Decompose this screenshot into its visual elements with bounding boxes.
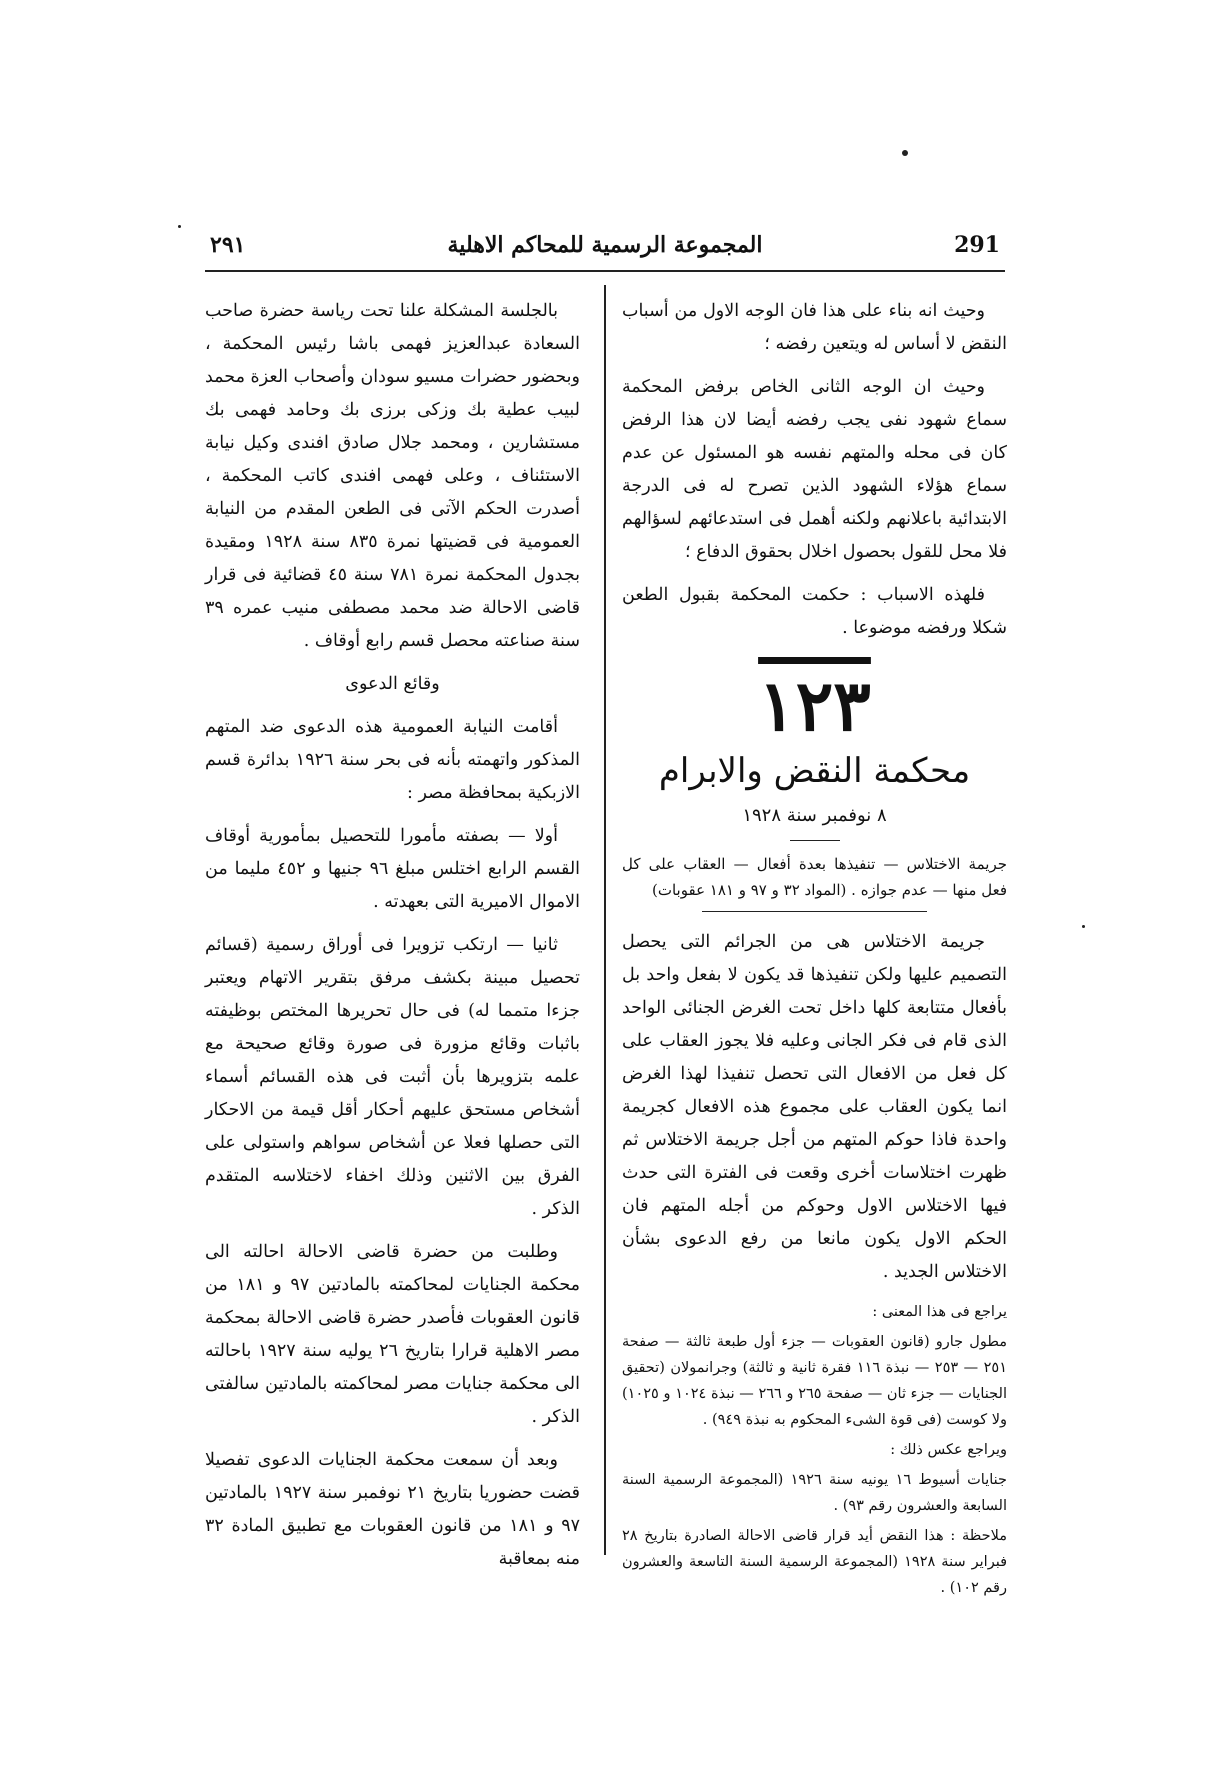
case-date: ٨ نوفمبر سنة ١٩٢٨ xyxy=(742,805,887,826)
court-name: محكمة النقض والابرام xyxy=(658,751,971,791)
left-column xyxy=(205,295,580,1586)
footnote: يراجع فى هذا المعنى : xyxy=(872,1304,1007,1320)
paragraph: وبعد أن سمعت محكمة الجنايات الدعوى تفصيلا قضت حضوريا بتاريخ ٢١ نوفمبر سنة ١٩٢٧ بالمادتين ٩٧ و ١٨١ من قانون العقوبات مع تطبيق المادة ٣٢ منه بمعاقبة xyxy=(205,1450,581,1569)
footnote: ملاحظة : هذا النقض أيد قرار قاضى الاحالة الصادرة بتاريخ ٢٨ فبراير سنة ١٩٢٨ (المجموعة الرسمية السنة التاسعة والعشرون رقم ١٠٢) . xyxy=(622,1528,1008,1596)
footnote: مطول جارو (قانون العقوبات — جزء أول طبعة ثالثة — صفحة ٢٥١ — ٢٥٣ — نبذة ١١٦ فقرة ثانية و ثالثة) وجرانمولان (تحقيق الجنايات — جزء ثان — صفحة ٢٦٥ و ٢٦٦ — نبذة ١٠٢٤ و ١٠٢٥) ولا كوست (فى قوة الشىء المحكوم به نبذة ٩٤٩) . xyxy=(622,1334,1008,1428)
paragraph: بالجلسة المشكلة علنا تحت رياسة حضرة صاحب السعادة عبدالعزيز فهمى باشا رئيس المحكمة ، وبحضور حضرات مسيو سودان وأصحاب العزة محمد لبيب عطية بك وزكى برزى بك وحامد فهمى بك مستشارين ، ومحمد جلال صادق افندى وكيل نيابة الاستئناف ، وعلى فهمى افندى كاتب المحكمة ، أصدرت الحكم الآتى فى الطعن المقدم من النيابة العمومية فى قضيتها نمرة ٨٣٥ سنة ١٩٢٨ ومقيدة بجدول المحكمة نمرة ٧٨١ سنة ٤٥ قضائية فى قرار قاضى الاحالة ضد محمد مصطفى منيب عمره ٣٩ سنة صناعته محصل قسم رابع أوقاف . xyxy=(205,301,580,651)
divider xyxy=(702,911,927,912)
page-number-latin: 291 xyxy=(954,232,1000,258)
footnote: ويراجع عكس ذلك : xyxy=(890,1442,1007,1458)
page-header xyxy=(210,232,1000,272)
paragraph: فلهذه الاسباب : حكمت المحكمة بقبول الطعن شكلا ورفضه موضوعا . xyxy=(622,585,1007,638)
page-number-arabic: ٢٩١ xyxy=(210,232,246,258)
section-title: وقائع الدعوى xyxy=(345,674,440,694)
case-summary: جريمة الاختلاس — تنفيذها بعدة أفعال — العقاب على كل فعل منها — عدم جوازه . (المواد ٣٢ و ٩٧ و ١٨١ عقوبات) xyxy=(622,855,1007,899)
header-rule xyxy=(205,270,1005,272)
legal-principle: جريمة الاختلاس هى من الجرائم التى يحصل التصميم عليها ولكن تنفيذها قد يكون لا بفعل واحد بل بأفعال متتابعة كلها داخل تحت الغرض الجنائى الواحد الذى قام فى فكر الجانى وعليه فلا يجوز العقاب على كل فعل من الافعال التى تحصل تنفيذا لهذا الغرض انما يكون العقاب على مجموع هذه الافعال كجريمة واحدة فاذا حوكم المتهم من أجل جريمة الاختلاس ثم ظهرت اختلاسات أخرى وقعت فى الفترة التى حدث فيها الاختلاس الاول وحوكم من أجله المتهم فان الحكم الاول يكون مانعا من رفع الدعوى بشأن الاختلاس الجديد . xyxy=(622,932,1007,1282)
case-heading xyxy=(622,664,1007,841)
paragraph: وحيث ان الوجه الثانى الخاص برفض المحكمة سماع شهود نفى يجب رفضه أيضا لان هذا الرفض كان فى محله والمتهم نفسه هو المسئول عن عدم سماع هؤلاء الشهود الذين تصرح له فى الدرجة الابتدائية باعلانهم ولكنه أهمل فى استدعائهم لسؤالهم فلا محل للقول بحصول اخلال بحقوق الدفاع ؛ xyxy=(622,377,1007,562)
paragraph: ثانيا — ارتكب تزويرا فى أوراق رسمية (قسائم تحصيل مبينة بكشف مرفق بتقرير الاتهام ويعتبر جزءا متمما له) فى حال تحريرها المختص بوظيفته باثبات وقائع مزورة فى صورة وقائع صحيحة مع علمه بتزويرها بأن أثبت فى هذه القسائم أسماء أشخاص مستحق عليهم أحكار أقل قيمة من الاحكار التى حصلها فعلا عن أشخاص سواهم واستولى على الفرق بين الاثنين وذلك اخفاء لاختلاسه المتقدم الذكر . xyxy=(205,935,580,1219)
paragraph: وحيث انه بناء على هذا فان الوجه الاول من أسباب النقض لا أساس له ويتعين رفضه ؛ xyxy=(622,301,1007,354)
divider xyxy=(790,840,840,841)
case-number: ١٢٣ xyxy=(758,664,871,747)
publication-title: المجموعة الرسمية للمحاكم الاهلية xyxy=(447,232,763,258)
scan-speck xyxy=(178,225,181,228)
footnotes xyxy=(622,1299,1007,1601)
right-column xyxy=(622,295,1007,1605)
footnote: جنايات أسيوط ١٦ يونيه سنة ١٩٢٦ (المجموعة الرسمية السنة السابعة والعشرون رقم ٩٣) . xyxy=(622,1472,1007,1514)
scan-speck xyxy=(1082,925,1085,928)
paragraph: وطلبت من حضرة قاضى الاحالة احالته الى محكمة الجنايات لمحاكمته بالمادتين ٩٧ و ١٨١ من قانون العقوبات فأصدر حضرة قاضى الاحالة بمحكمة مصر الاهلية قرارا بتاريخ ٢٦ يوليه سنة ١٩٢٧ باحالته الى محكمة جنايات مصر لمحاكمته بالمادتين سالفتى الذكر . xyxy=(205,1242,581,1427)
scan-speck xyxy=(902,150,908,156)
paragraph: أقامت النيابة العمومية هذه الدعوى ضد المتهم المذكور واتهمته بأنه فى بحر سنة ١٩٢٦ بدائرة قسم الازبكية بمحافظة مصر : xyxy=(205,717,580,803)
paragraph: أولا — بصفته مأمورا للتحصيل بمأمورية أوقاف القسم الرابع اختلس مبلغ ٩٦ جنيها و ٤٥٢ مليما من الاموال الاميرية التى بعهدته . xyxy=(205,826,581,912)
column-divider xyxy=(604,285,606,1555)
